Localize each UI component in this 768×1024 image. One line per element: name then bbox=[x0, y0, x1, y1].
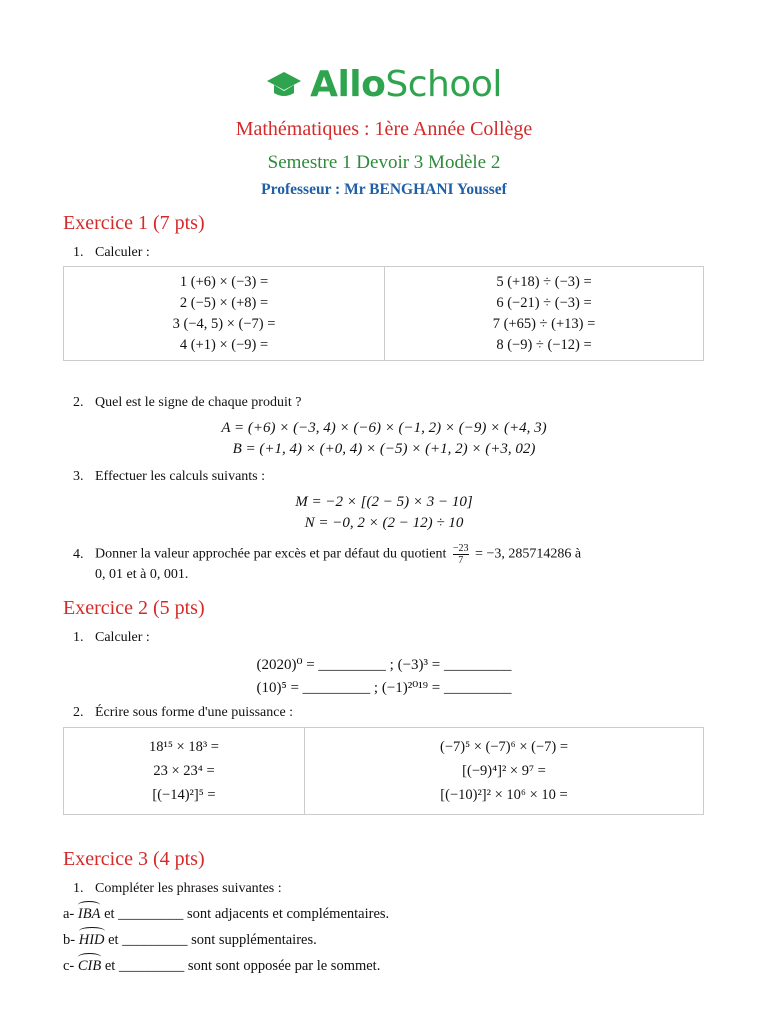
exercise-2-title: Exercice 2 (5 pts) bbox=[63, 597, 205, 619]
ex1-left-1: 1 (+6) × (−3) = bbox=[179, 273, 269, 290]
equation-a: A = (+6) × (−3, 4) × (−6) × (−1, 2) × (−9) × (+4, 3) bbox=[221, 420, 547, 436]
exercise-1-title: Exercice 1 (7 pts) bbox=[63, 212, 205, 234]
ex1-left-2: 2 (−5) × (+8) = bbox=[179, 294, 269, 311]
equation-n: N = −0, 2 × (2 − 12) ÷ 10 bbox=[304, 515, 464, 531]
devoir-title: Semestre 1 Devoir 3 Modèle 2 bbox=[267, 152, 501, 173]
ex2-q1-num: 1. bbox=[73, 630, 84, 645]
ex1-left-4: 4 (+1) × (−9) = bbox=[179, 336, 269, 353]
ex3-q1 bbox=[73, 881, 282, 897]
equation-m: M = −2 × [(2 − 5) × 3 − 10] bbox=[295, 494, 473, 510]
powers-row-2: (10)⁵ = _________ ; (−1)²⁰¹⁹ = _________ bbox=[256, 680, 512, 696]
ex1-right-cell bbox=[385, 267, 704, 361]
ex1-q2-num: 2. bbox=[73, 395, 84, 410]
phrase-b-rest: et _________ sont supplémentaires. bbox=[108, 932, 317, 948]
ex2-left-cell bbox=[64, 728, 305, 815]
ex2-power-table bbox=[63, 727, 704, 815]
subject-title: Mathématiques : 1ère Année Collège bbox=[235, 118, 533, 140]
quotient-fraction bbox=[453, 543, 469, 566]
ex1-right-7: 7 (+65) ÷ (+13) = bbox=[492, 315, 596, 332]
ex1-q1-text: Calculer : bbox=[95, 245, 150, 260]
brand-part2: School bbox=[385, 64, 502, 105]
phrase-c-rest: et _________ sont sont opposée par le sommet. bbox=[104, 958, 381, 974]
ex1-q4-line2: 0, 01 et à 0, 001. bbox=[95, 567, 189, 582]
ex2-q2 bbox=[73, 705, 293, 721]
phrase-c bbox=[63, 958, 380, 975]
ex1-q4-num: 4. bbox=[73, 546, 84, 562]
phrase-c-prefix: c- bbox=[63, 958, 75, 974]
phrase-b-prefix: b- bbox=[63, 932, 76, 948]
fraction-denominator: 7 bbox=[458, 555, 464, 566]
ex1-calc-table bbox=[63, 266, 704, 361]
ex1-q2-text: Quel est le signe de chaque produit ? bbox=[95, 395, 302, 410]
ex2-right-1: (−7)⁵ × (−7)⁶ × (−7) = bbox=[439, 739, 569, 755]
ex1-q3 bbox=[73, 469, 265, 485]
graduation-cap-icon bbox=[266, 70, 302, 100]
angle-hid: HID bbox=[78, 932, 105, 948]
ex1-right-8: 8 (−9) ÷ (−12) = bbox=[496, 336, 592, 353]
ex1-left-3: 3 (−4, 5) × (−7) = bbox=[172, 315, 276, 332]
ex3-q1-num: 1. bbox=[73, 881, 84, 896]
phrase-b bbox=[63, 932, 317, 949]
equation-b: B = (+1, 4) × (+0, 4) × (−5) × (+1, 2) × (+3, 02) bbox=[232, 441, 536, 457]
ex2-q1-text: Calculer : bbox=[95, 630, 150, 645]
alloschool-logo bbox=[0, 64, 768, 105]
phrase-a-prefix: a- bbox=[63, 906, 75, 922]
ex2-right-3: [(−10)²]² × 10⁶ × 10 = bbox=[440, 787, 568, 803]
phrase-a bbox=[63, 906, 389, 923]
ex1-q4 bbox=[73, 543, 713, 566]
angle-iba: IBA bbox=[77, 906, 101, 922]
phrase-a-rest: et _________ sont adjacents et complémentaires. bbox=[104, 906, 390, 922]
ex1-right-6: 6 (−21) ÷ (−3) = bbox=[496, 294, 592, 311]
ex2-q2-num: 2. bbox=[73, 705, 84, 720]
ex2-right-2: [(−9)⁴]² × 9⁷ = bbox=[462, 763, 546, 779]
ex2-q2-text: Écrire sous forme d'une puissance : bbox=[95, 705, 294, 720]
ex2-left-1: 18¹⁵ × 18³ = bbox=[149, 739, 219, 755]
ex1-q3-text: Effectuer les calculs suivants : bbox=[95, 469, 266, 484]
ex1-q1-num: 1. bbox=[73, 245, 84, 260]
ex1-q4-text-after: = −3, 285714286 à bbox=[475, 546, 582, 562]
ex1-right-5: 5 (+18) ÷ (−3) = bbox=[496, 273, 592, 290]
brand-part1: Allo bbox=[310, 64, 386, 105]
ex1-q2 bbox=[73, 395, 301, 411]
professor-line: Professeur : Mr BENGHANI Youssef bbox=[261, 181, 507, 198]
ex1-q1 bbox=[73, 245, 150, 261]
ex2-right-cell bbox=[305, 728, 704, 815]
ex1-q4-text: Donner la valeur approchée par excès et par défaut du quotient bbox=[95, 546, 447, 562]
ex1-left-cell bbox=[64, 267, 385, 361]
ex1-q3-num: 3. bbox=[73, 469, 84, 484]
fraction-numerator: −23 bbox=[452, 543, 469, 554]
exercise-3-title: Exercice 3 (4 pts) bbox=[63, 848, 205, 870]
powers-row-1: (2020)⁰ = _________ ; (−3)³ = _________ bbox=[256, 657, 512, 673]
ex3-q1-text: Compléter les phrases suivantes : bbox=[95, 881, 282, 896]
ex2-left-2: 23 × 23⁴ = bbox=[153, 763, 215, 779]
angle-cib: CIB bbox=[77, 958, 102, 974]
ex2-q1 bbox=[73, 630, 150, 646]
ex2-left-3: [(−14)²]⁵ = bbox=[152, 787, 216, 803]
